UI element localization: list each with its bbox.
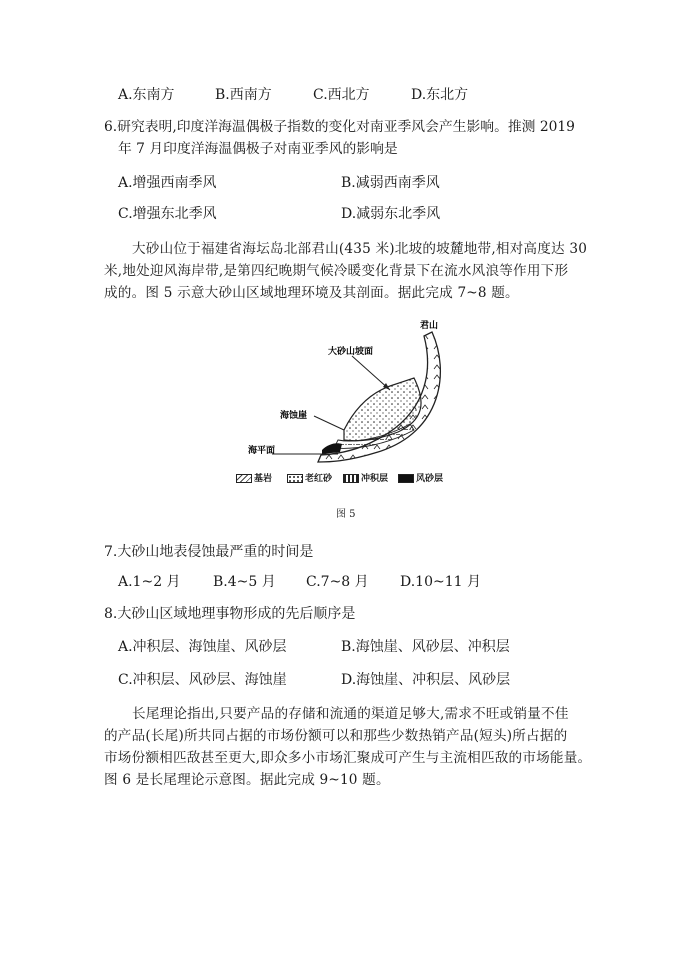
- q6-option-d: D.减弱东北季风: [341, 206, 441, 222]
- label-dashashan-slope: 大砂山坡面: [328, 347, 374, 357]
- label-junshan: 君山: [420, 321, 439, 331]
- legend-swatch-aeolian-sand: [398, 474, 414, 483]
- legend-swatch-old-red-sand: [287, 474, 303, 483]
- legend-bedrock: 基岩: [254, 474, 273, 484]
- material2-line: 市场份额相匹敌甚至更大,即众多小市场汇聚成可产生与主流相匹敌的市场能量。: [104, 750, 592, 766]
- q8-option-c: C.冲积层、风砂层、海蚀崖: [118, 672, 287, 688]
- material2-line: 的产品(长尾)所共同占据的市场份额可以和那些少数热销产品(短头)所占据的: [104, 728, 568, 744]
- material-paragraph-2: [104, 703, 606, 791]
- legend-swatch-bedrock: [236, 474, 252, 483]
- q6-stem-line1: 6.研究表明,印度洋海温偶极子指数的变化对南亚季风会产生影响。推测 2019: [104, 119, 575, 135]
- q6-option-b: B.减弱西南季风: [341, 175, 440, 191]
- q7-stem: 7.大砂山地表侵蚀最严重的时间是: [104, 544, 314, 560]
- material-paragraph-1: [104, 238, 606, 304]
- figure-5-caption: 图 5: [336, 509, 356, 520]
- legend-old-red-sand: 老红砂: [305, 474, 333, 484]
- legend-alluvial: 冲积层: [361, 474, 389, 484]
- q5-option-d: D.东北方: [411, 87, 469, 103]
- label-sea-level: 海平面: [248, 446, 276, 456]
- q5-option-b: B.西南方: [215, 87, 272, 103]
- q6-stem-line2: 年 7 月印度洋海温偶极子对南亚季风的影响是: [118, 141, 398, 157]
- q5-option-c: C.西北方: [313, 87, 370, 103]
- legend-aeolian-sand: 风砂层: [416, 474, 444, 484]
- material1-line: 大砂山位于福建省海坛岛北部君山(435 米)北坡的坡麓地带,相对高度达 30: [132, 241, 588, 257]
- q6-option-c: C.增强东北季风: [118, 206, 217, 222]
- q7-option-a: A.1~2 月: [118, 574, 181, 590]
- material1-line: 成的。图 5 示意大砂山区域地理环境及其剖面。据此完成 7~8 题。: [104, 285, 519, 301]
- label-sea-cliff: 海蚀崖: [280, 411, 308, 421]
- q6-option-a: A.增强西南季风: [118, 175, 217, 191]
- material2-line: 长尾理论指出,只要产品的存储和流通的渠道足够大,需求不旺或销量不佳: [132, 706, 569, 722]
- q7-option-b: B.4~5 月: [213, 574, 276, 590]
- material1-line: 米,地处迎风海岸带,是第四纪晚期气候冷暖变化背景下在流水风浪等作用下形: [104, 263, 569, 279]
- q8-option-b: B.海蚀崖、风砂层、冲积层: [341, 639, 510, 655]
- q8-stem: 8.大砂山区域地理事物形成的先后顺序是: [104, 606, 356, 622]
- q8-option-a: A.冲积层、海蚀崖、风砂层: [118, 639, 287, 655]
- legend-swatch-alluvial: [343, 474, 359, 483]
- q7-option-c: C.7~8 月: [306, 574, 369, 590]
- q7-option-d: D.10~11 月: [400, 574, 481, 590]
- q5-option-a: A.东南方: [118, 87, 175, 103]
- q8-option-d: D.海蚀崖、冲积层、风砂层: [341, 672, 511, 688]
- material2-line: 图 6 是长尾理论示意图。据此完成 9~10 题。: [104, 772, 390, 788]
